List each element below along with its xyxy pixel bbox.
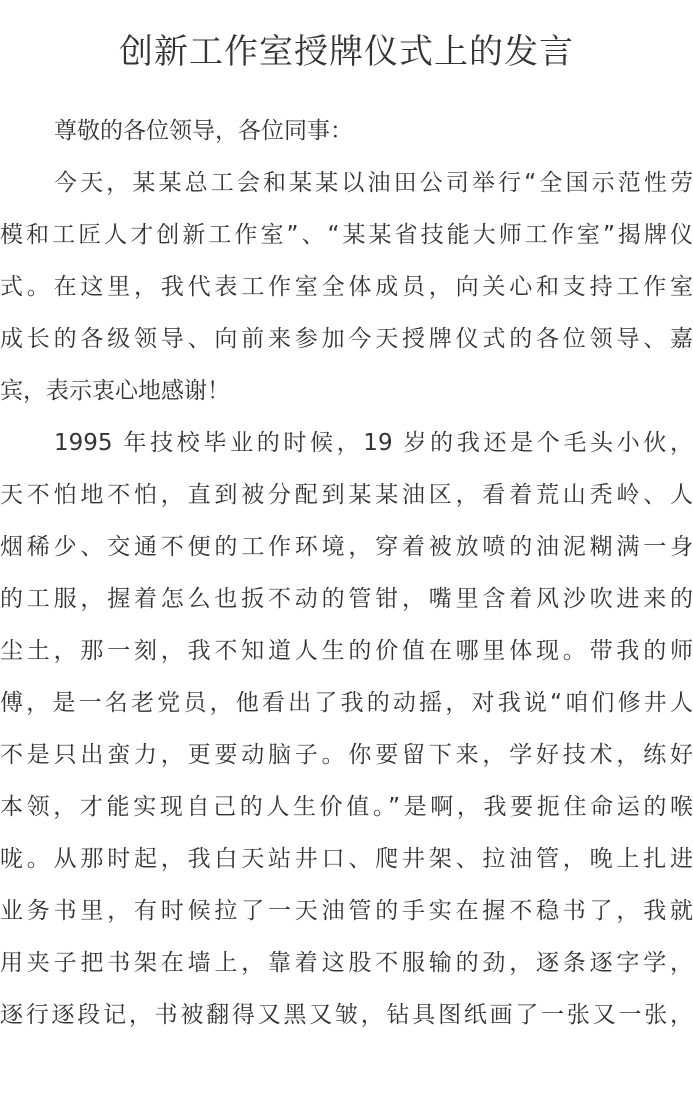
paragraph-line: 用夹子把书架在墙上，靠着这股不服输的劲，逐条逐字学， <box>0 950 693 976</box>
paragraph-line: 业务书里，有时候拉了一天油管的手实在握不稳书了，我就 <box>0 898 693 924</box>
paragraph-line: 咙。从那时起，我白天站井口、爬井架、拉油管，晚上扎进 <box>0 846 693 872</box>
paragraph-line: 烟稀少、交通不便的工作环境，穿着被放喷的油泥糊满一身 <box>0 534 693 560</box>
paragraph-line: 今天，某某总工会和某某以油田公司举行“全国示范性劳 <box>54 170 693 196</box>
salutation-line: 尊敬的各位领导，各位同事： <box>54 118 353 144</box>
document-title: 创新工作室授牌仪式上的发言 <box>119 32 574 72</box>
paragraph-line: 尘土，那一刻，我不知道人生的价值在哪里体现。带我的师 <box>0 638 693 664</box>
paragraph-line: 天不怕地不怕，直到被分配到某某油区，看着荒山秃岭、人 <box>0 482 693 508</box>
paragraph-line: 式。在这里，我代表工作室全体成员，向关心和支持工作室 <box>0 274 693 300</box>
paragraph-line: 逐行逐段记，书被翻得又黑又皱，钻具图纸画了一张又一张， <box>0 1002 693 1028</box>
paragraph-line: 1995 年技校毕业的时候，19 岁的我还是个毛头小伙， <box>54 430 693 456</box>
document-body <box>0 105 693 1041</box>
paragraph-line: 本领，才能实现自己的人生价值。”是啊，我要扼住命运的喉 <box>0 794 693 820</box>
paragraph-line: 不是只出蛮力，更要动脑子。你要留下来，学好技术，练好 <box>0 742 693 768</box>
paragraph-line: 傅，是一名老党员，他看出了我的动摇，对我说“咱们修井人 <box>0 690 693 716</box>
paragraph-line: 宾，表示衷心地感谢！ <box>0 378 230 404</box>
paragraph-line: 成长的各级领导、向前来参加今天授牌仪式的各位领导、嘉 <box>0 326 693 352</box>
paragraph-line: 模和工匠人才创新工作室”、“某某省技能大师工作室”揭牌仪 <box>0 222 693 248</box>
paragraph-line: 的工服，握着怎么也扳不动的管钳，嘴里含着风沙吹进来的 <box>0 586 693 612</box>
